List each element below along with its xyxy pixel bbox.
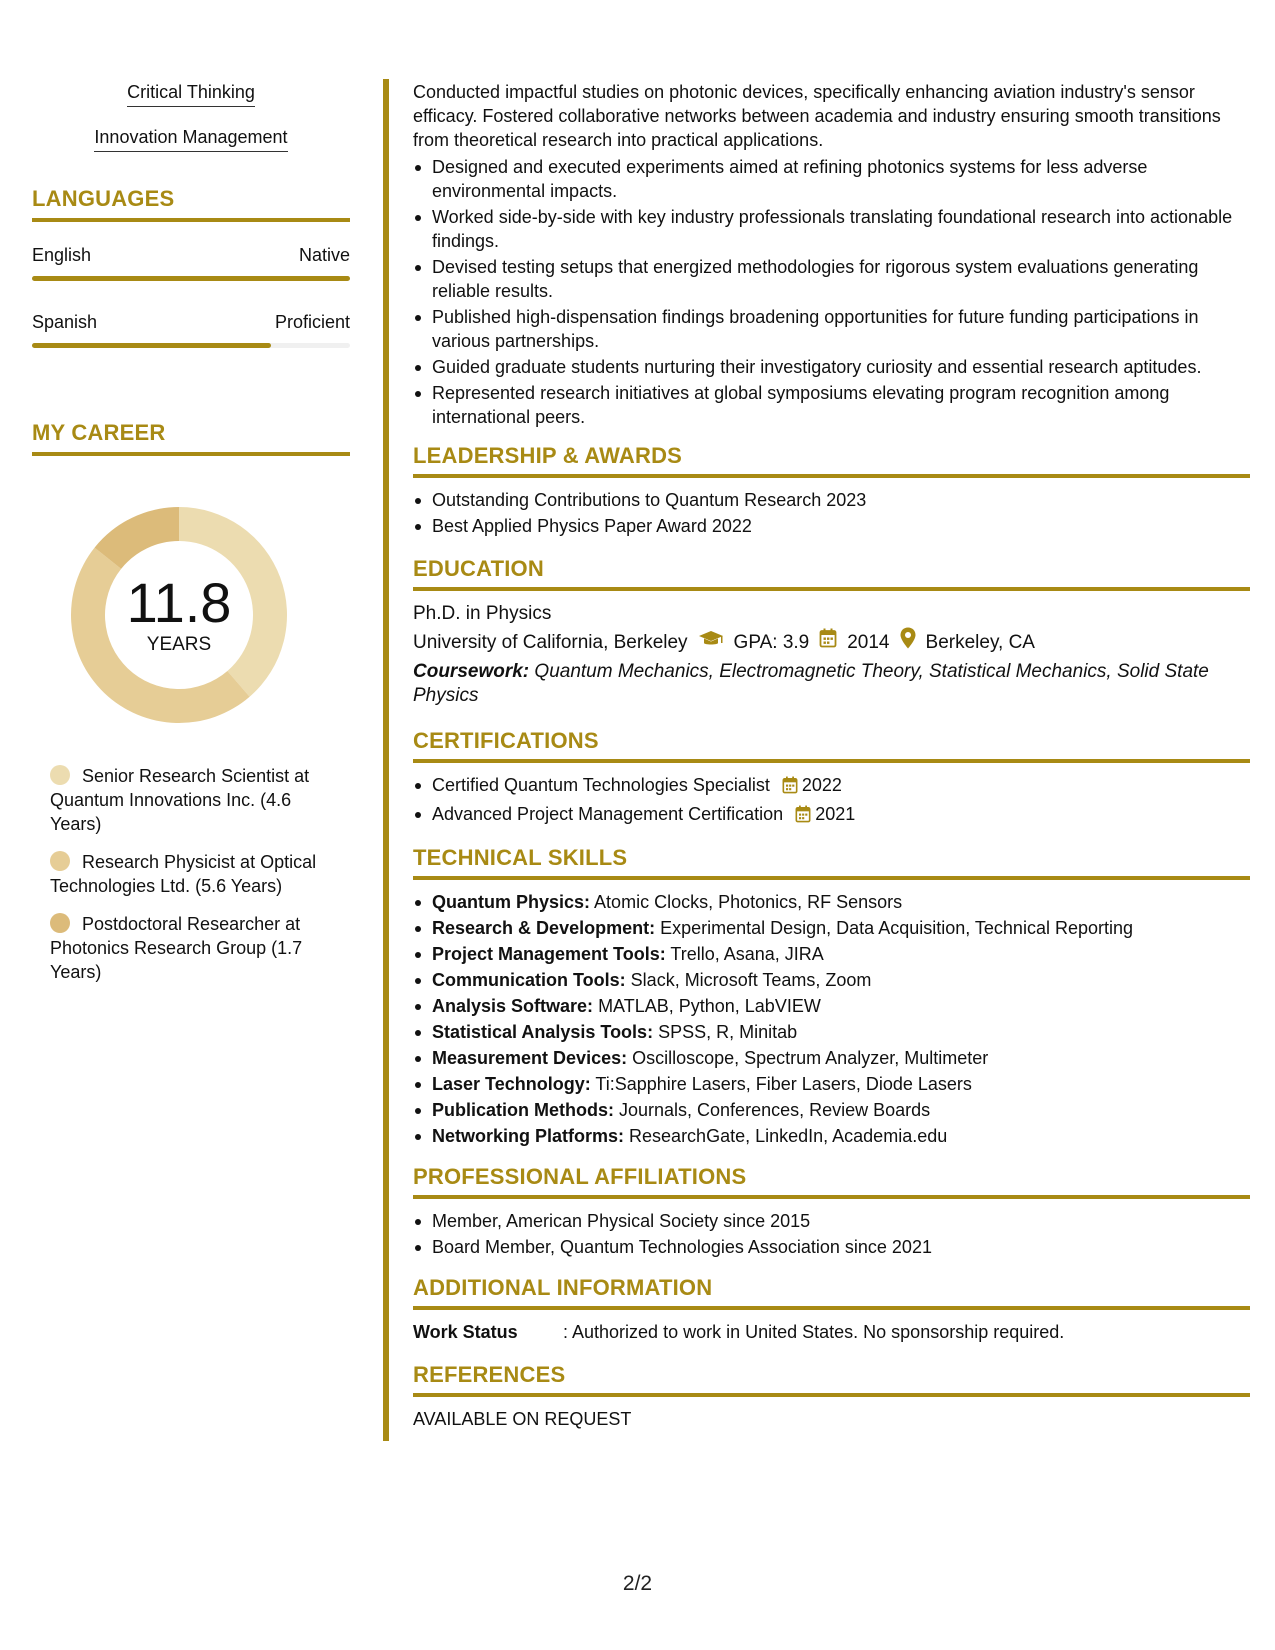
career-item-text: Senior Research Scientist at Quantum Innovations Inc. (4.6 Years) — [50, 766, 310, 834]
section-rule — [413, 474, 1250, 478]
language-level: Proficient — [274, 312, 350, 332]
skill-value: Atomic Clocks, Photonics, RF Sensors — [590, 892, 903, 912]
list-item — [413, 1098, 1250, 1122]
list-item — [413, 773, 1250, 800]
skill-label: Laser Technology: — [432, 1074, 591, 1094]
calendar-icon — [819, 628, 837, 657]
cert-name: Advanced Project Management Certification — [432, 804, 784, 824]
section-rule — [413, 1393, 1250, 1397]
language-bar-fill — [32, 343, 271, 348]
section-rule — [32, 452, 350, 456]
list-item — [413, 1020, 1250, 1044]
section-rule — [413, 1195, 1250, 1199]
certifications-section — [413, 728, 1250, 829]
career-total-years: 11.8 — [126, 571, 232, 634]
skill-label: Measurement Devices: — [432, 1048, 628, 1068]
column-divider — [383, 79, 389, 1441]
skill-text: Critical Thinking — [127, 80, 255, 107]
education-section — [413, 556, 1250, 708]
skill-link-innovation-management[interactable] — [32, 125, 350, 152]
calendar-icon — [782, 776, 798, 800]
list-item: Outstanding Contributions to Quantum Research 2023 — [413, 488, 1250, 512]
skill-label: Quantum Physics: — [432, 892, 591, 912]
career-item-text: Research Physicist at Optical Technologies Ltd. (5.6 Years) — [50, 852, 317, 896]
list-item — [413, 968, 1250, 992]
language-english — [32, 244, 350, 281]
education-details — [413, 627, 1250, 658]
language-name: English — [32, 245, 92, 265]
certifications-title: CERTIFICATIONS — [413, 728, 599, 753]
legend-dot-icon — [50, 913, 70, 933]
experience-bullets — [413, 155, 1250, 429]
skill-value: Oscilloscope, Spectrum Analyzer, Multimeter — [627, 1048, 989, 1068]
affiliations-section — [413, 1164, 1250, 1259]
education-location: Berkeley, CA — [925, 631, 1035, 653]
additional-info-title: ADDITIONAL INFORMATION — [413, 1275, 713, 1300]
language-spanish — [32, 311, 350, 348]
graduation-cap-icon — [698, 629, 724, 657]
list-item: Member, American Physical Society since 2015 — [413, 1209, 1250, 1233]
experience-summary: Conducted impactful studies on photonic devices, specifically enhancing aviation industry's sensor efficacy. Fostered collaborative networks between academia and industry ensuring smooth transitions from theoretical research into practical applications. — [413, 82, 1221, 150]
languages-title: LANGUAGES — [32, 186, 175, 211]
list-item: Worked side-by-side with key industry professionals translating foundational research into actionable findings. — [413, 205, 1250, 253]
career-item — [50, 912, 322, 984]
list-item: Best Applied Physics Paper Award 2022 — [413, 514, 1250, 538]
calendar-icon — [795, 805, 811, 829]
career-section — [32, 420, 350, 984]
career-donut-chart — [64, 500, 294, 730]
language-bar — [32, 276, 350, 281]
list-item — [413, 1124, 1250, 1148]
career-item — [50, 764, 322, 836]
skill-value: Ti:Sapphire Lasers, Fiber Lasers, Diode Lasers — [590, 1074, 972, 1094]
list-item — [413, 802, 1250, 829]
leadership-section — [413, 443, 1250, 538]
skill-value: Slack, Microsoft Teams, Zoom — [625, 970, 872, 990]
language-name: Spanish — [32, 312, 98, 332]
references-section — [413, 1362, 1250, 1431]
list-item: Board Member, Quantum Technologies Association since 2021 — [413, 1235, 1250, 1259]
career-item-text: Postdoctoral Researcher at Photonics Research Group (1.7 Years) — [50, 914, 303, 982]
list-item — [413, 942, 1250, 966]
right-column — [413, 80, 1250, 1431]
skill-value: Journals, Conferences, Review Boards — [614, 1100, 931, 1120]
skill-value: Trello, Asana, JIRA — [665, 944, 824, 964]
languages-section — [32, 186, 350, 348]
work-status-row — [413, 1320, 1250, 1344]
cert-year: 2021 — [815, 804, 856, 824]
language-level: Native — [298, 245, 350, 265]
coursework-label: Coursework: — [413, 661, 530, 682]
skill-link-critical-thinking[interactable] — [32, 80, 350, 107]
language-bar-fill — [32, 276, 350, 281]
list-item — [413, 994, 1250, 1018]
list-item: Represented research initiatives at global symposiums elevating program recognition among international peers. — [413, 381, 1250, 429]
section-rule — [413, 587, 1250, 591]
list-item: Guided graduate students nurturing their investigatory curiosity and essential research aptitudes. — [413, 355, 1250, 379]
coursework — [413, 660, 1250, 708]
section-rule — [413, 759, 1250, 763]
left-column — [32, 80, 350, 998]
skill-label: Communication Tools: — [432, 970, 626, 990]
references-text: AVAILABLE ON REQUEST — [413, 1409, 632, 1429]
technical-skills-title: TECHNICAL SKILLS — [413, 845, 628, 870]
career-title: MY CAREER — [32, 420, 166, 445]
graduation-year: 2014 — [847, 631, 890, 653]
career-item — [50, 850, 322, 898]
skill-text: Innovation Management — [94, 125, 287, 152]
section-rule — [413, 1306, 1250, 1310]
skill-label: Analysis Software: — [432, 996, 594, 1016]
gpa-value: GPA: 3.9 — [733, 631, 810, 653]
cert-name: Certified Quantum Technologies Specialist — [432, 775, 770, 795]
skill-value: ResearchGate, LinkedIn, Academia.edu — [624, 1126, 948, 1146]
section-rule — [32, 218, 350, 222]
technical-skills-section — [413, 845, 1250, 1148]
additional-info-section — [413, 1275, 1250, 1344]
list-item — [413, 1046, 1250, 1070]
page-number: 2/2 — [622, 1572, 653, 1595]
skill-value: SPSS, R, Minitab — [653, 1022, 798, 1042]
list-item — [413, 916, 1250, 940]
references-title: REFERENCES — [413, 1362, 566, 1387]
degree-title: Ph.D. in Physics — [413, 603, 552, 624]
cert-year: 2022 — [801, 775, 842, 795]
skill-value: Experimental Design, Data Acquisition, Technical Reporting — [655, 918, 1134, 938]
education-title: EDUCATION — [413, 556, 544, 581]
career-legend — [32, 764, 322, 984]
career-unit: YEARS — [146, 634, 212, 655]
work-status-label: Work Status — [413, 1322, 518, 1342]
skill-label: Statistical Analysis Tools: — [432, 1022, 654, 1042]
skill-label: Networking Platforms: — [432, 1126, 625, 1146]
legend-dot-icon — [50, 851, 70, 871]
list-item — [413, 1072, 1250, 1096]
work-status-value: : Authorized to work in United States. No sponsorship required. — [563, 1322, 1065, 1342]
legend-dot-icon — [50, 765, 70, 785]
affiliations-title: PROFESSIONAL AFFILIATIONS — [413, 1164, 747, 1189]
skill-value: MATLAB, Python, LabVIEW — [593, 996, 821, 1016]
skill-label: Project Management Tools: — [432, 944, 666, 964]
school-name: University of California, Berkeley — [413, 631, 688, 653]
coursework-value: Quantum Mechanics, Electromagnetic Theory, Statistical Mechanics, Solid State Physics — [413, 661, 1209, 706]
list-item: Devised testing setups that energized methodologies for rigorous system evaluations generating reliable results. — [413, 255, 1250, 303]
skill-label: Publication Methods: — [432, 1100, 614, 1120]
list-item: Designed and executed experiments aimed at refining photonics systems for less adverse environmental impacts. — [413, 155, 1250, 203]
leadership-title: LEADERSHIP & AWARDS — [413, 443, 683, 468]
section-rule — [413, 876, 1250, 880]
map-pin-icon — [900, 627, 916, 658]
language-bar — [32, 343, 350, 348]
list-item — [413, 890, 1250, 914]
list-item: Published high-dispensation findings broadening opportunities for future funding participations in various partnerships. — [413, 305, 1250, 353]
skill-label: Research & Development: — [432, 918, 656, 938]
